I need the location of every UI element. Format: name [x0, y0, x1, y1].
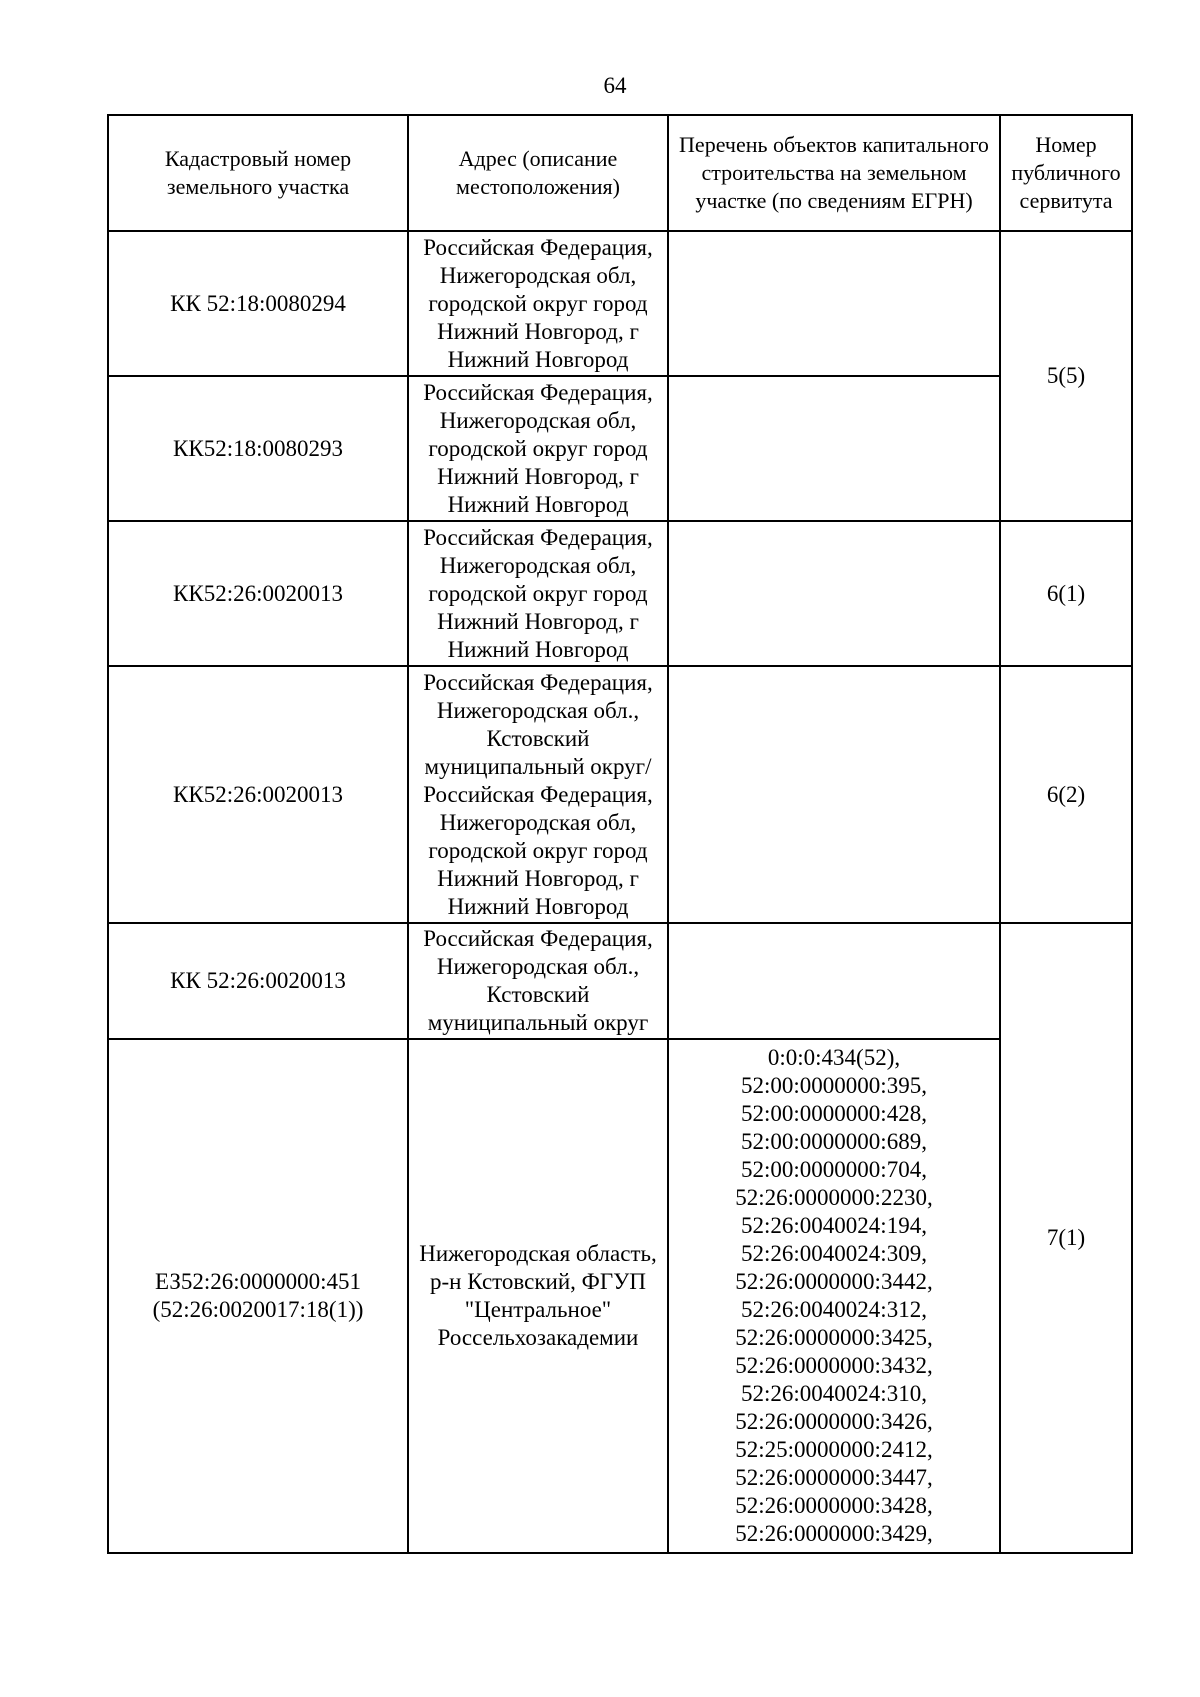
cell-address: Российская Федерация, Нижегородская обл, городской округ город Нижний Новгород, г Нижний Новгород [408, 376, 668, 521]
table-row [108, 1039, 1132, 1553]
table-row [108, 376, 1132, 521]
cell-objects [668, 923, 1000, 1039]
cell-cadastral-number: КК52:26:0020013 [108, 666, 408, 923]
table-row [108, 666, 1132, 923]
cell-address: Российская Федерация, Нижегородская обл, городской округ город Нижний Новгород, г Нижний Новгород [408, 231, 668, 376]
table-row [108, 231, 1132, 376]
object-item: 52:00:0000000:704, [741, 1157, 927, 1182]
cadastral-line: (52:26:0020017:18(1)) [152, 1297, 364, 1322]
object-item: 52:00:0000000:395, [741, 1073, 927, 1098]
page-number: 64 [603, 73, 627, 98]
object-item: 0:0:0:434(52), [767, 1045, 901, 1070]
object-item: 52:26:0000000:3429, [735, 1521, 933, 1546]
object-item: 52:26:0000000:3432, [735, 1353, 933, 1378]
object-item: 52:00:0000000:689, [741, 1129, 927, 1154]
cell-objects [668, 1039, 1000, 1553]
object-item: 52:26:0000000:2230, [735, 1185, 933, 1210]
object-item: 52:26:0000000:3425, [735, 1325, 933, 1350]
cell-address: Нижегородская область, р-н Кстовский, ФГУП "Центральное" Россельхозакадемии [408, 1039, 668, 1553]
object-item: 52:26:0000000:3447, [735, 1465, 933, 1490]
cell-cadastral-number: КК52:18:0080293 [108, 376, 408, 521]
cell-cadastral-number [108, 1039, 408, 1553]
table-header-row [108, 115, 1132, 231]
servitude-table [107, 114, 1133, 1554]
object-item: 52:25:0000000:2412, [735, 1437, 933, 1462]
cell-servitude-number: 5(5) [1000, 231, 1132, 521]
header-servitude-number: Номер публичного сервитута [1000, 115, 1132, 231]
cadastral-line: ЕЗ52:26:0000000:451 [154, 1269, 362, 1294]
object-item: 52:26:0000000:3428, [735, 1493, 933, 1518]
cell-objects [668, 231, 1000, 376]
object-item: 52:26:0040024:310, [741, 1381, 927, 1406]
object-item: 52:00:0000000:428, [741, 1101, 927, 1126]
cell-cadastral-number: КК52:26:0020013 [108, 521, 408, 666]
cell-objects [668, 376, 1000, 521]
cell-address: Российская Федерация, Нижегородская обл., Кстовский муниципальный округ/ Российская Федерация, Нижегородская обл, городской округ город Нижний Новгород, г Нижний Новгород [408, 666, 668, 923]
object-item: 52:26:0000000:3426, [735, 1409, 933, 1434]
cell-servitude-number: 7(1) [1000, 923, 1132, 1553]
header-objects: Перечень объектов капитального строительства на земельном участке (по сведениям ЕГРН) [668, 115, 1000, 231]
cell-address: Российская Федерация, Нижегородская обл., Кстовский муниципальный округ [408, 923, 668, 1039]
table-row [108, 923, 1132, 1039]
object-item: 52:26:0040024:312, [741, 1297, 927, 1322]
cell-servitude-number: 6(1) [1000, 521, 1132, 666]
object-item: 52:26:0040024:194, [741, 1213, 927, 1238]
cell-cadastral-number: КК 52:18:0080294 [108, 231, 408, 376]
cell-address: Российская Федерация, Нижегородская обл, городской округ город Нижний Новгород, г Нижний Новгород [408, 521, 668, 666]
object-item: 52:26:0000000:3442, [735, 1269, 933, 1294]
table-row [108, 521, 1132, 666]
object-item: 52:26:0040024:309, [741, 1241, 927, 1266]
cell-servitude-number: 6(2) [1000, 666, 1132, 923]
cell-objects [668, 666, 1000, 923]
header-cadastral-number: Кадастровый номер земельного участка [108, 115, 408, 231]
cell-objects [668, 521, 1000, 666]
cell-cadastral-number: КК 52:26:0020013 [108, 923, 408, 1039]
header-address: Адрес (описание местоположения) [408, 115, 668, 231]
